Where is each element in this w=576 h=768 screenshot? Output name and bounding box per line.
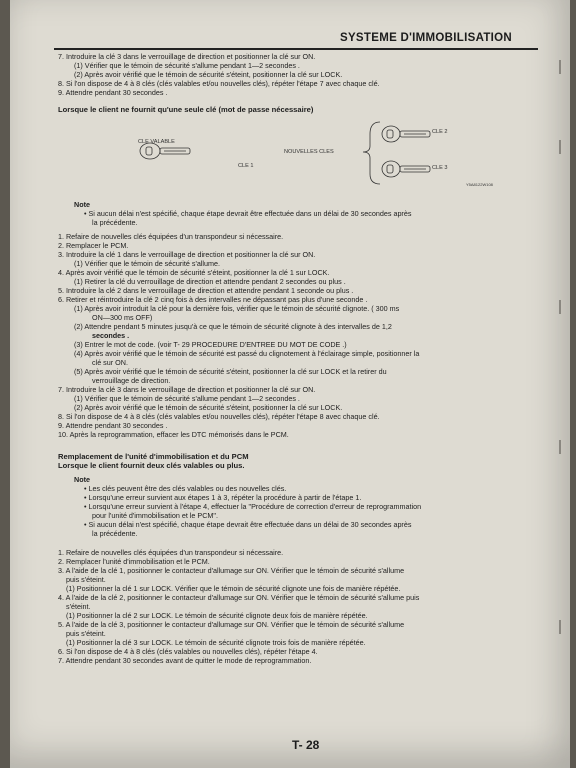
- substep-line: (2) Après avoir vérifié que le témoin de sécurité s'éteint, positionner la clé sur LOCK.: [74, 403, 343, 412]
- key-diagram: [58, 114, 536, 200]
- step-line: 5. A l'aide de la clé 3, positionner le contacteur d'allumage sur ON. Vérifier que le témoin de sécurité s'allume: [58, 620, 405, 629]
- note1-line: • Si aucun délai n'est spécifié, chaque étape devrait être effectuée dans un délai de 30 secondes après: [84, 209, 412, 218]
- label-nouvelles-cles: NOUVELLES CLES: [284, 149, 334, 155]
- step-line: 4. Après avoir vérifié que le témoin de sécurité s'éteint, positionner la clé 1 sur LOCK.: [58, 268, 330, 277]
- substep-continuation: clé sur ON.: [92, 358, 128, 367]
- substep-line: (1) Après avoir introduit la clé pour la dernière fois, vérifier que le témoin de sécurité clignote. ( 300 ms: [74, 304, 400, 313]
- substep-line: (1) Positionner la clé 1 sur LOCK. Vérifier que le témoin de sécurité clignote une fois de manière répétée.: [66, 584, 401, 593]
- note1-title: Note: [74, 200, 90, 209]
- page-header: [54, 30, 538, 50]
- section1-steps: [58, 52, 536, 97]
- section2-steps: [58, 232, 536, 439]
- step-line: 8. Si l'on dispose de 4 à 8 clés (clés valables et/ou nouvelles clés), répéter l'étape 8 avec chaque clé.: [58, 412, 380, 421]
- margin-mark: [559, 440, 561, 454]
- step-line: 9. Attendre pendant 30 secondes .: [58, 421, 168, 430]
- note2-line: • Si aucun délai n'est spécifié, chaque étape devrait être effectuée dans un délai de 30 secondes après: [84, 520, 412, 529]
- step-line: 9. Attendre pendant 30 secondes .: [58, 88, 168, 97]
- substep-line: (2) Après avoir vérifié que le témoin de sécurité s'éteint, positionner la clé sur LOCK.: [74, 70, 343, 79]
- note1-line: la précédente.: [92, 218, 138, 227]
- margin-mark: [559, 60, 561, 74]
- note2-line: • Lorsqu'une erreur survient à l'étape 4, effectuer la "Procédure de correction d'erreur de reprogrammation: [84, 502, 422, 511]
- step-continuation: puis s'éteint.: [66, 575, 106, 584]
- substep-continuation: ON—300 ms OFF): [92, 313, 153, 322]
- substep-line: (1) Retirer la clé du verrouillage de direction et attendre pendant 2 secondes ou plus .: [74, 277, 346, 286]
- section3-heading: Remplacement de l'unité d'immobilisation et du PCM: [58, 452, 249, 461]
- manual-page: [10, 0, 570, 768]
- step-line: 1. Refaire de nouvelles clés équipées d'un transpondeur si nécessaire.: [58, 548, 284, 557]
- note2-line: pour l'unité d'immobilisation et le PCM".: [92, 511, 218, 520]
- label-cle-1: CLE 1: [238, 163, 254, 169]
- substep-continuation: secondes .: [92, 331, 130, 340]
- substep-line: (1) Positionner la clé 2 sur LOCK. Le témoin de sécurité clignote deux fois de manière répétée.: [66, 611, 368, 620]
- section3-subheading: Lorsque le client fournit deux clés valables ou plus.: [58, 461, 245, 470]
- figure-ref: Y5A8122W108: [466, 182, 493, 187]
- margin-mark: [559, 300, 561, 314]
- substep-line: (1) Positionner la clé 3 sur LOCK. Le témoin de sécurité clignote trois fois de manière répétée.: [66, 638, 366, 647]
- step-line: 7. Introduire la clé 3 dans le verrouillage de direction et positionner la clé sur ON.: [58, 52, 316, 61]
- label-cle-valable: CLE VALABLE: [138, 139, 175, 145]
- step-continuation: s'éteint.: [66, 602, 91, 611]
- note2-title: Note: [74, 475, 90, 484]
- new-key-2-icon: [382, 161, 430, 177]
- step-line: 6. Si l'on dispose de 4 à 8 clés (clés valables ou nouvelles clés), répéter l'étape 4.: [58, 647, 318, 656]
- substep-line: (1) Vérifier que le témoin de sécurité s'allume.: [74, 259, 220, 268]
- step-line: 4. A l'aide de la clé 2, positionner le contacteur d'allumage sur ON. Vérifier que le témoin de sécurité s'allume puis: [58, 593, 420, 602]
- substep-line: (2) Attendre pendant 5 minutes jusqu'à ce que le témoin de sécurité clignote à des intervalles de 1,2: [74, 322, 392, 331]
- step-continuation: puis s'éteint.: [66, 629, 106, 638]
- note2-line: • Lorsqu'une erreur survient aux étapes 1 à 3, répéter la procédure à partir de l'étape 1.: [84, 493, 362, 502]
- new-key-1-icon: [382, 126, 430, 142]
- substep-line: (1) Vérifier que le témoin de sécurité s'allume pendant 1—2 secondes .: [74, 61, 300, 70]
- step-line: 10. Après la reprogrammation, effacer les DTC mémorisés dans le PCM.: [58, 430, 289, 439]
- substep-line: (3) Entrer le mot de code. (voir T- 29 PROCEDURE D'ENTREE DU MOT DE CODE .): [74, 340, 347, 349]
- margin-mark: [559, 620, 561, 634]
- step-line: 3. Introduire la clé 1 dans le verrouillage de direction et positionner la clé sur ON.: [58, 250, 316, 259]
- step-line: 7. Introduire la clé 3 dans le verrouillage de direction et positionner la clé sur ON.: [58, 385, 316, 394]
- note2-line: • Les clés peuvent être des clés valables ou des nouvelles clés.: [84, 484, 287, 493]
- step-line: 8. Si l'on dispose de 4 à 8 clés (clés valables et/ou nouvelles clés), répéter l'étape 7 avec chaque clé.: [58, 79, 380, 88]
- margin-mark: [559, 140, 561, 154]
- substep-line: (5) Après avoir vérifié que le témoin de sécurité s'éteint, positionner la clé sur LOCK et la retirer du: [74, 367, 387, 376]
- substep-line: (1) Vérifier que le témoin de sécurité s'allume pendant 1—2 secondes .: [74, 394, 300, 403]
- step-line: 6. Retirer et réintroduire la clé 2 cinq fois à des intervalles ne dépassant pas plus d'une seconde .: [58, 295, 368, 304]
- substep-line: (4) Après avoir vérifié que le témoin de sécurité est passé du clignotement à l'éclairage simple, positionner la: [74, 349, 420, 358]
- page-content: [58, 52, 536, 665]
- step-line: 2. Remplacer le PCM.: [58, 241, 129, 250]
- section-title: SYSTEME D'IMMOBILISATION: [339, 32, 512, 44]
- step-line: 3. A l'aide de la clé 1, positionner le contacteur d'allumage sur ON. Vérifier que le témoin de sécurité s'allume: [58, 566, 405, 575]
- step-line: 7. Attendre pendant 30 secondes avant de quitter le mode de reprogrammation.: [58, 656, 312, 665]
- section3-steps: [58, 548, 536, 665]
- brace-icon: [363, 122, 380, 184]
- step-line: 5. Introduire la clé 2 dans le verrouillage de direction et attendre pendant 1 seconde ou plus .: [58, 286, 354, 295]
- key-diagram-svg: [58, 114, 536, 200]
- step-line: 2. Remplacer l'unité d'immobilisation et le PCM.: [58, 557, 210, 566]
- label-cle-3: CLE 3: [432, 165, 448, 171]
- step-line: 1. Refaire de nouvelles clés équipées d'un transpondeur si nécessaire.: [58, 232, 284, 241]
- note2-line: la précédente.: [92, 529, 138, 538]
- substep-continuation: verrouillage de direction.: [92, 376, 171, 385]
- page-number: T- 28: [292, 738, 320, 752]
- label-cle-2: CLE 2: [432, 129, 448, 135]
- section2-heading: Lorsque le client ne fournit qu'une seule clé (mot de passe nécessaire): [58, 105, 314, 114]
